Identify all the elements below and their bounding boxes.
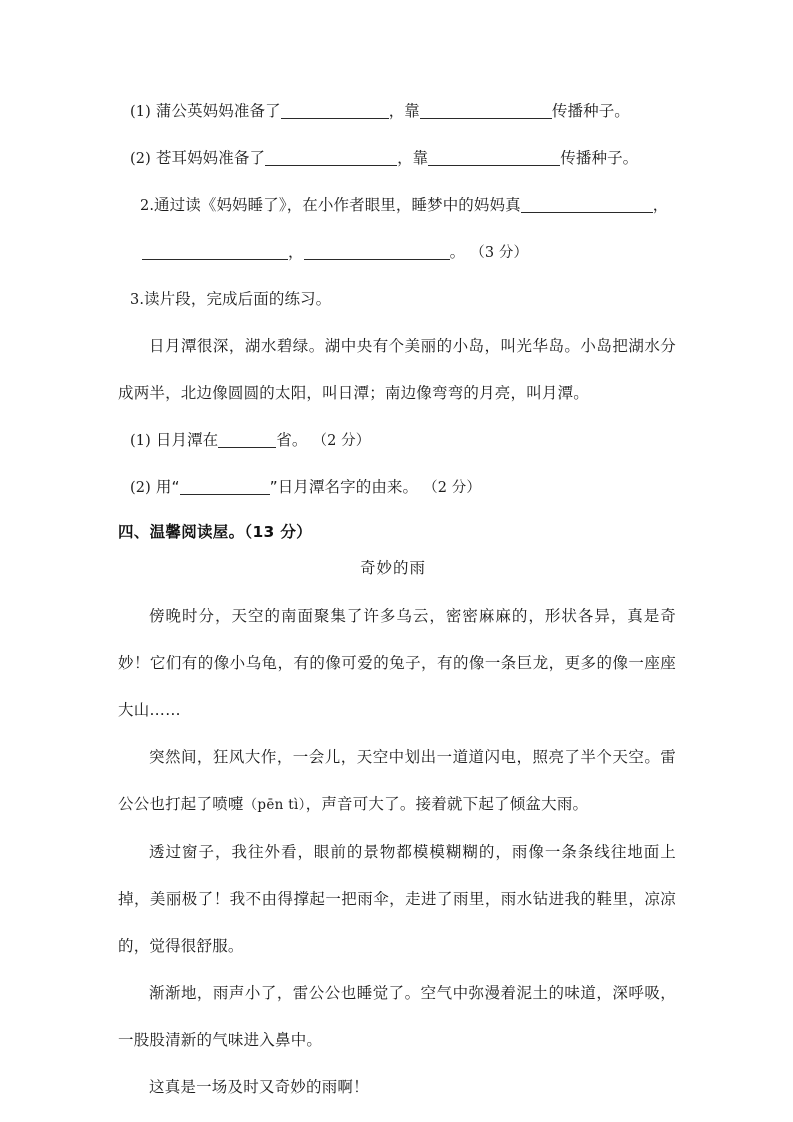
question-3-sub-item-1-score: （2 分） (312, 432, 371, 449)
reading-paragraph-1: 傍晚时分，天空的南面聚集了许多乌云，密密麻麻的，形状各异，真是奇妙！它们有的像小乌龟，有的像可爱的兔子，有的像一条巨龙，更多的像一座座大山…… (118, 607, 676, 719)
question-3-prompt: 读片段，完成后面的练习。 (144, 289, 332, 308)
question-2-blank-3[interactable] (304, 259, 450, 260)
question-2-line-1-text (140, 195, 669, 214)
question-3-sub-item-1-after: 省。 (276, 430, 308, 449)
fill-in-item-2-line (130, 148, 639, 167)
question-3-sub-item-1-blank[interactable] (218, 447, 276, 448)
question-2-prompt: 通过读《妈妈睡了》，在小作者眼里，睡梦中的妈妈真 (154, 195, 521, 214)
reading-paragraph-4: 渐渐地，雨声小了，雷公公也睡觉了。空气中弥漫着泥土的味道，深呼吸，一股股清新的气味进入鼻中。 (118, 984, 676, 1049)
question-3-prompt-line (130, 289, 332, 308)
question-3-sub-item-1-line (130, 430, 371, 449)
question-2-line-2 (118, 229, 678, 276)
question-2-line-1-tail: ， (652, 195, 669, 214)
question-3-sub-item-1-number: (1) (130, 432, 151, 449)
question-2-number: 2. (140, 197, 155, 214)
fill-in-item-2-blank-2[interactable] (428, 165, 560, 166)
reading-passage-title: 奇妙的雨 (359, 559, 426, 577)
reading-paragraph-2-part2: ，声音可大了。接着就下起了倾盆大雨。 (305, 795, 589, 813)
question-2-line-2-text (142, 242, 529, 261)
question-3-sub-item-2-after: ”日月潭名字的由来。 (269, 477, 419, 496)
fill-in-item-1-number: (1) (130, 103, 151, 120)
reading-paragraph-3: 透过窗子，我往外看，眼前的景物都模模糊糊的，雨像一条条线往地面上掉，美丽极了！我不由得撑起一把雨伞，走进了雨里，雨水钻进我的鞋里，凉凉的，觉得很舒服。 (118, 843, 676, 955)
fill-in-item-2-text-before: 苍耳妈妈准备了 (155, 148, 266, 167)
question-3-passage: 日月潭很深，湖水碧绿。湖中央有个美丽的小岛，叫光华岛。小岛把湖水分成两半，北边像圆圆的太阳，叫日潭；南边像弯弯的月亮，叫月潭。 (118, 337, 676, 402)
reading-paragraph-5: 这真是一场及时又奇妙的雨啊！ (149, 1078, 369, 1096)
question-2-blank-2[interactable] (142, 259, 288, 260)
fill-in-item-1 (118, 88, 678, 135)
question-3-number: 3. (130, 291, 145, 308)
page-content (118, 88, 678, 1111)
question-3-sub-item-2 (118, 464, 678, 511)
question-2-score: （3 分） (470, 244, 529, 261)
fill-in-item-2-blank-1[interactable] (265, 165, 397, 166)
question-2-sep: ， (288, 242, 304, 261)
question-3-sub-item-2-before: 用“ (155, 477, 180, 496)
fill-in-item-2 (118, 135, 678, 182)
question-2-blank-1[interactable] (521, 212, 653, 213)
question-3-prompt-row (118, 276, 678, 323)
fill-in-item-1-line (130, 101, 630, 120)
question-3-sub-item-2-score: （2 分） (423, 479, 482, 496)
reading-paragraph-2-pinyin: （pēn tì） (243, 797, 306, 813)
question-3-sub-item-2-line (130, 477, 482, 496)
question-2-line-1 (118, 182, 678, 229)
reading-paragraph-2-part1: 突然间，狂风大作，一会儿，天空中划出一道道闪电，照亮了半个天空。雷公公也打起了喷嚏 (118, 748, 676, 813)
question-3-sub-item-2-blank[interactable] (180, 494, 270, 495)
question-3-sub-item-1 (118, 417, 678, 464)
question-3-sub-item-1-before: 日月潭在 (155, 430, 219, 449)
fill-in-item-1-mid: ，靠 (388, 101, 420, 120)
fill-in-item-2-number: (2) (130, 150, 151, 167)
question-2-end: 。 (449, 242, 466, 261)
fill-in-item-2-mid: ，靠 (397, 148, 429, 167)
fill-in-item-1-text-after: 传播种子。 (551, 101, 630, 120)
section-four-heading-row (118, 511, 678, 551)
fill-in-item-2-text-after: 传播种子。 (560, 148, 639, 167)
fill-in-item-1-blank-2[interactable] (420, 118, 552, 119)
question-3-sub-item-2-number: (2) (130, 479, 151, 496)
fill-in-item-1-blank-1[interactable] (281, 118, 389, 119)
spacer-after-title (118, 585, 678, 593)
reading-paragraph-2 (118, 734, 676, 829)
fill-in-item-1-text-before: 蒲公英妈妈准备了 (155, 101, 281, 120)
section-four-heading: 四、温馨阅读屋。（13 分） (118, 523, 312, 541)
